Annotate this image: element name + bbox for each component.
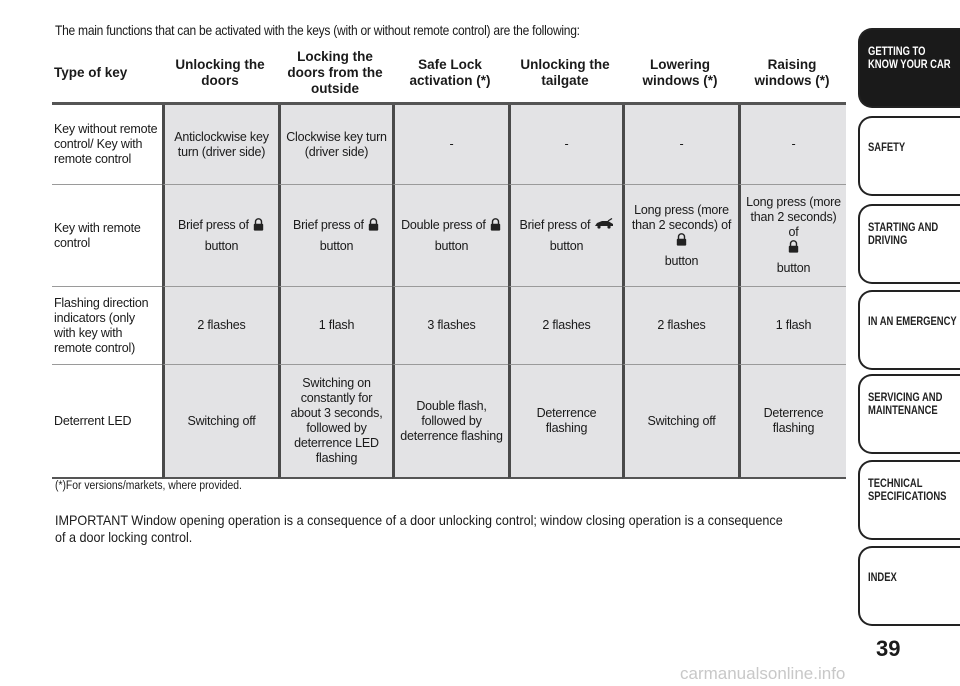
header-unlocking-doors: Unlocking the doors — [162, 44, 278, 105]
table-cell — [738, 185, 846, 287]
header-unlocking-tailgate: Unlocking the tailgate — [508, 44, 622, 105]
cell-text: Brief press of — [519, 217, 591, 232]
header-locking-doors: Locking the doors from the outside — [278, 44, 392, 105]
watermark: carmanualsonline.info — [680, 664, 846, 683]
table-row — [52, 105, 846, 185]
table-header-row — [52, 44, 846, 105]
table-row — [52, 365, 846, 479]
cell-text: Long press (more than 2 seconds) of — [631, 202, 732, 232]
cell-text: button — [434, 238, 469, 253]
cell-text: button — [776, 261, 811, 275]
table-cell: Deterrence flashing — [738, 365, 846, 479]
cell-text: Long press (more than 2 seconds) of — [746, 195, 841, 239]
cell-text: button — [664, 253, 699, 268]
table-cell: Switching off — [622, 365, 738, 479]
table-cell: 2 flashes — [162, 287, 278, 365]
table-cell: Switching on constantly for about 3 seconds, followed by deterrence LED flashing — [278, 365, 392, 479]
tab-label-line: TECHNICAL — [868, 478, 923, 490]
cell-text: button — [319, 238, 354, 253]
tab-label-line: KNOW YOUR CAR — [868, 59, 951, 71]
table-cell: 3 flashes — [392, 287, 508, 365]
table-cell — [508, 185, 622, 287]
table-cell: 1 flash — [738, 287, 846, 365]
table-cell: Anticlockwise key turn (driver side) — [162, 105, 278, 185]
header-raising-windows: Raising windows (*) — [738, 44, 846, 105]
table-cell: Double flash, followed by deterrence flashing — [392, 365, 508, 479]
lock-icon — [676, 233, 687, 246]
row-label: Key without remote control/ Key with remote control — [52, 105, 162, 185]
lock-icon — [253, 218, 264, 231]
tab-servicing-and-maintenance[interactable] — [858, 374, 960, 454]
lock-icon — [490, 218, 501, 231]
table-cell — [162, 185, 278, 287]
table-cell — [622, 185, 738, 287]
cell-text: Double press of — [401, 217, 486, 232]
tab-label-line: GETTING TO — [868, 46, 926, 58]
footnote: (*)For versions/markets, where provided. — [55, 480, 242, 492]
tab-label-line: STARTING AND — [868, 222, 939, 234]
key-functions-table — [52, 44, 846, 479]
intro-text: The main functions that can be activated with the keys (with or without remote control) are the following: — [55, 22, 580, 38]
table-cell: Deterrence flashing — [508, 365, 622, 479]
tab-label-line: SAFETY — [868, 142, 906, 154]
cell-text: button — [549, 238, 584, 253]
table-cell: 2 flashes — [508, 287, 622, 365]
cell-text: button — [204, 238, 239, 253]
tab-label-line: SERVICING AND — [868, 392, 943, 404]
tab-technical-specifications[interactable] — [858, 460, 960, 540]
table-cell: Clockwise key turn (driver side) — [278, 105, 392, 185]
lock-icon — [788, 240, 799, 253]
tab-getting-to-know-your-car[interactable] — [858, 28, 960, 108]
header-lowering-windows: Lowering windows (*) — [622, 44, 738, 105]
car-tailgate-icon — [594, 218, 614, 229]
table-cell: - — [622, 105, 738, 185]
table-cell — [278, 185, 392, 287]
table-cell: - — [738, 105, 846, 185]
table-cell: 2 flashes — [622, 287, 738, 365]
tab-safety[interactable] — [858, 116, 960, 196]
lock-icon — [368, 218, 379, 231]
tab-label-line: MAINTENANCE — [868, 405, 938, 417]
row-label: Key with remote control — [52, 185, 162, 287]
table-cell: - — [508, 105, 622, 185]
page-number: 39 — [876, 636, 901, 661]
tab-index[interactable] — [858, 546, 960, 626]
cell-text: Brief press of — [177, 217, 249, 232]
table-row — [52, 185, 846, 287]
table-cell: Switching off — [162, 365, 278, 479]
header-safe-lock: Safe Lock activation (*) — [392, 44, 508, 105]
tab-label-line: INDEX — [868, 572, 897, 584]
tab-in-an-emergency[interactable] — [858, 290, 960, 370]
table-row — [52, 287, 846, 365]
table-cell: 1 flash — [278, 287, 392, 365]
header-type-of-key: Type of key — [52, 44, 162, 105]
table-cell — [392, 185, 508, 287]
row-label: Flashing direction indicators (only with key with remote control) — [52, 287, 162, 365]
important-note: IMPORTANT Window opening operation is a consequence of a door unlocking control; window closing operation is a consequence of a door locking control. — [55, 512, 783, 545]
tab-label-line: DRIVING — [868, 235, 908, 247]
tab-starting-and-driving[interactable] — [858, 204, 960, 284]
table-cell: - — [392, 105, 508, 185]
tab-label-line: IN AN EMERGENCY — [868, 316, 957, 328]
cell-text: Brief press of — [292, 217, 364, 232]
row-label: Deterrent LED — [52, 365, 162, 479]
tab-label-line: SPECIFICATIONS — [868, 491, 947, 503]
